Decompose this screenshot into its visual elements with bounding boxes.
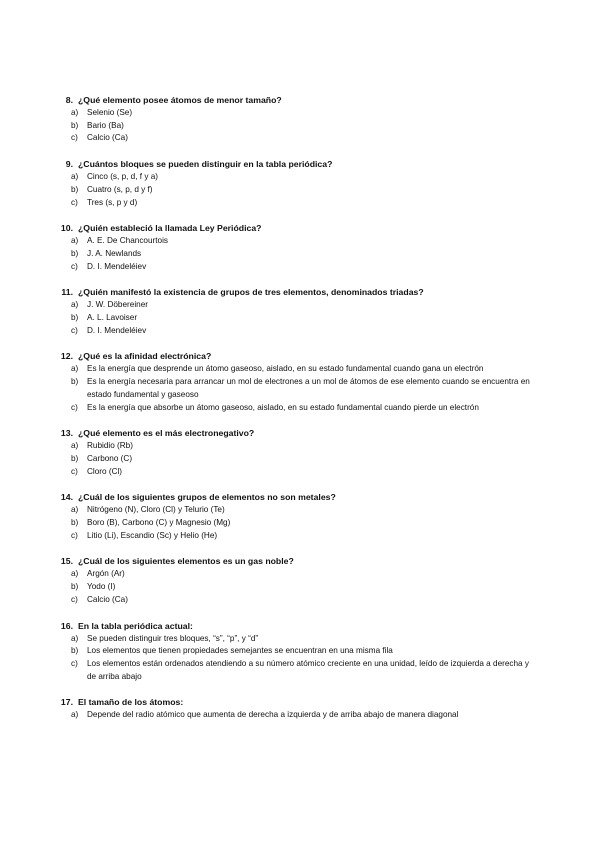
question-title — [0, 94, 600, 106]
answer-option — [0, 402, 600, 415]
question-text: ¿Quién estableció la llamada Ley Periódica? — [78, 223, 262, 234]
question-block — [0, 620, 600, 684]
option-letter: c) — [71, 133, 78, 143]
question-block — [0, 491, 600, 542]
answer-option — [0, 709, 600, 722]
option-text: Es la energía que desprende un átomo gaseoso, aislado, en su estado fundamental cuando gana un electrón — [87, 364, 484, 374]
question-title — [0, 491, 600, 503]
answer-option — [0, 235, 600, 248]
option-text: D. I. Mendeléiev — [87, 261, 147, 271]
answer-option — [0, 440, 600, 453]
question-block — [0, 94, 600, 145]
question-text: ¿Cuántos bloques se pueden distinguir en la tabla periódica? — [78, 159, 333, 170]
answer-option — [0, 568, 600, 581]
question-text: ¿Quién manifestó la existencia de grupos de tres elementos, denominados triadas? — [78, 287, 424, 298]
option-text: Nitrógeno (N), Cloro (Cl) y Telurio (Te) — [87, 505, 225, 515]
option-letter: a) — [71, 441, 79, 451]
question-text: El tamaño de los átomos: — [78, 697, 184, 708]
question-text: ¿Cuál de los siguientes elementos es un gas noble? — [78, 556, 294, 567]
question-number: 11. — [61, 287, 73, 298]
option-letter: b) — [71, 184, 79, 194]
option-letter: c) — [71, 261, 78, 271]
option-text: Boro (B), Carbono (C) y Magnesio (Mg) — [87, 518, 231, 528]
question-block — [0, 555, 600, 606]
answer-option — [0, 197, 600, 210]
question-title — [0, 286, 600, 298]
option-text: Es la energía que absorbe un átomo gaseoso, aislado, en su estado fundamental cuando pierde un electrón — [87, 402, 479, 412]
option-letter: a) — [71, 172, 79, 182]
option-letter: b) — [71, 518, 79, 528]
option-text: Rubidio (Rb) — [87, 441, 133, 451]
question-number: 12. — [60, 351, 73, 362]
question-title — [0, 696, 600, 708]
option-text: A. L. Lavoiser — [87, 313, 138, 323]
option-text: Es la energía necesaria para arrancar un mol de electrones a un mol de átomos de ese elemento cuando se encuentra en estado fundamental y gaseoso — [87, 377, 530, 399]
answer-option — [0, 633, 600, 646]
option-text: Cuatro (s, p, d y f) — [87, 184, 153, 194]
option-letter: a) — [71, 300, 79, 310]
question-block — [0, 696, 600, 722]
question-number: 15. — [60, 556, 73, 567]
question-number: 9. — [65, 159, 73, 170]
option-letter: a) — [71, 236, 79, 246]
option-list — [0, 235, 600, 273]
question-number: 16. — [60, 620, 73, 631]
option-text: Cloro (Cl) — [87, 466, 123, 476]
option-text: Carbono (C) — [87, 453, 133, 463]
option-list — [0, 504, 600, 542]
answer-option — [0, 658, 600, 683]
answer-option — [0, 530, 600, 543]
answer-option — [0, 504, 600, 517]
question-number: 13. — [60, 428, 73, 439]
option-letter: a) — [71, 710, 79, 720]
question-text: ¿Cuál de los siguientes grupos de elementos no son metales? — [78, 492, 336, 503]
option-list — [0, 440, 600, 478]
option-letter: c) — [71, 594, 78, 604]
option-letter: c) — [71, 197, 78, 207]
option-letter: b) — [71, 453, 79, 463]
option-text: Litio (Li), Escandio (Sc) y Helio (He) — [87, 530, 218, 540]
option-letter: a) — [71, 633, 79, 643]
option-letter: a) — [71, 364, 79, 374]
question-block — [0, 427, 600, 478]
question-block — [0, 158, 600, 209]
option-letter: b) — [71, 582, 79, 592]
question-title — [0, 555, 600, 567]
question-title — [0, 427, 600, 439]
option-text: Calcio (Ca) — [87, 594, 128, 604]
document-page — [0, 94, 600, 735]
option-letter: a) — [71, 108, 79, 117]
option-text: Los elementos están ordenados atendiendo a su número atómico creciente en una unidad, leído de izquierda a derecha y de arriba abajo — [87, 658, 529, 681]
option-text: Yodo (I) — [87, 582, 116, 592]
question-block — [0, 350, 600, 414]
option-text: Cinco (s, p, d, f y a) — [87, 172, 158, 182]
option-text: A. E. De Chancourtois — [87, 236, 169, 246]
option-letter: b) — [71, 646, 79, 656]
question-title — [0, 620, 600, 632]
answer-option — [0, 466, 600, 479]
answer-option — [0, 325, 600, 338]
option-text: D. I. Mendeléiev — [87, 325, 147, 335]
answer-option — [0, 107, 600, 120]
question-block — [0, 222, 600, 273]
answer-option — [0, 312, 600, 325]
question-text: En la tabla periódica actual: — [78, 620, 193, 631]
option-list — [0, 299, 600, 337]
question-title — [0, 222, 600, 234]
option-text: Calcio (Ca) — [87, 133, 128, 143]
option-letter: c) — [71, 466, 78, 476]
answer-option — [0, 132, 600, 145]
answer-option — [0, 248, 600, 261]
answer-option — [0, 645, 600, 658]
question-number: 10. — [60, 223, 73, 234]
option-list — [0, 633, 600, 684]
option-letter: a) — [71, 569, 79, 579]
option-list — [0, 568, 600, 606]
option-text: Tres (s, p y d) — [87, 197, 138, 207]
option-list — [0, 363, 600, 414]
option-text: Argón (Ar) — [87, 569, 125, 579]
option-text: Selenio (Se) — [87, 108, 133, 117]
answer-option — [0, 517, 600, 530]
answer-option — [0, 261, 600, 274]
question-number: 17. — [60, 697, 73, 708]
option-letter: b) — [71, 377, 79, 387]
option-list — [0, 709, 600, 722]
option-list — [0, 171, 600, 209]
answer-option — [0, 171, 600, 184]
option-letter: b) — [71, 313, 79, 323]
answer-option — [0, 581, 600, 594]
question-number: 8. — [65, 95, 73, 105]
option-text: Depende del radio atómico que aumenta de derecha a izquierda y de arriba abajo de manera diagonal — [87, 710, 459, 720]
option-list — [0, 107, 600, 145]
answer-option — [0, 363, 600, 376]
question-text: ¿Qué es la afinidad electrónica? — [78, 351, 212, 362]
option-letter: b) — [71, 120, 79, 130]
answer-option — [0, 453, 600, 466]
option-letter: c) — [71, 325, 78, 335]
option-text: J. W. Döbereiner — [87, 300, 148, 310]
answer-option — [0, 594, 600, 607]
answer-option — [0, 184, 600, 197]
option-letter: c) — [71, 530, 78, 540]
question-text: ¿Qué elemento es el más electronegativo? — [78, 428, 255, 439]
option-letter: c) — [71, 402, 78, 412]
option-text: Bario (Ba) — [87, 120, 124, 130]
question-number: 14. — [60, 492, 73, 503]
answer-option — [0, 120, 600, 133]
option-letter: a) — [71, 505, 79, 515]
option-text: Se pueden distinguir tres bloques, “s”, “p”, y “d” — [87, 633, 259, 643]
option-letter: c) — [71, 658, 78, 668]
answer-option — [0, 376, 600, 401]
question-block — [0, 286, 600, 337]
question-text: ¿Qué elemento posee átomos de menor tamaño? — [78, 95, 282, 105]
answer-option — [0, 299, 600, 312]
question-title — [0, 158, 600, 170]
option-text: J. A. Newlands — [87, 248, 142, 258]
question-title — [0, 350, 600, 362]
option-text: Los elementos que tienen propiedades semejantes se encuentran en una misma fila — [87, 646, 393, 656]
option-letter: b) — [71, 248, 79, 258]
